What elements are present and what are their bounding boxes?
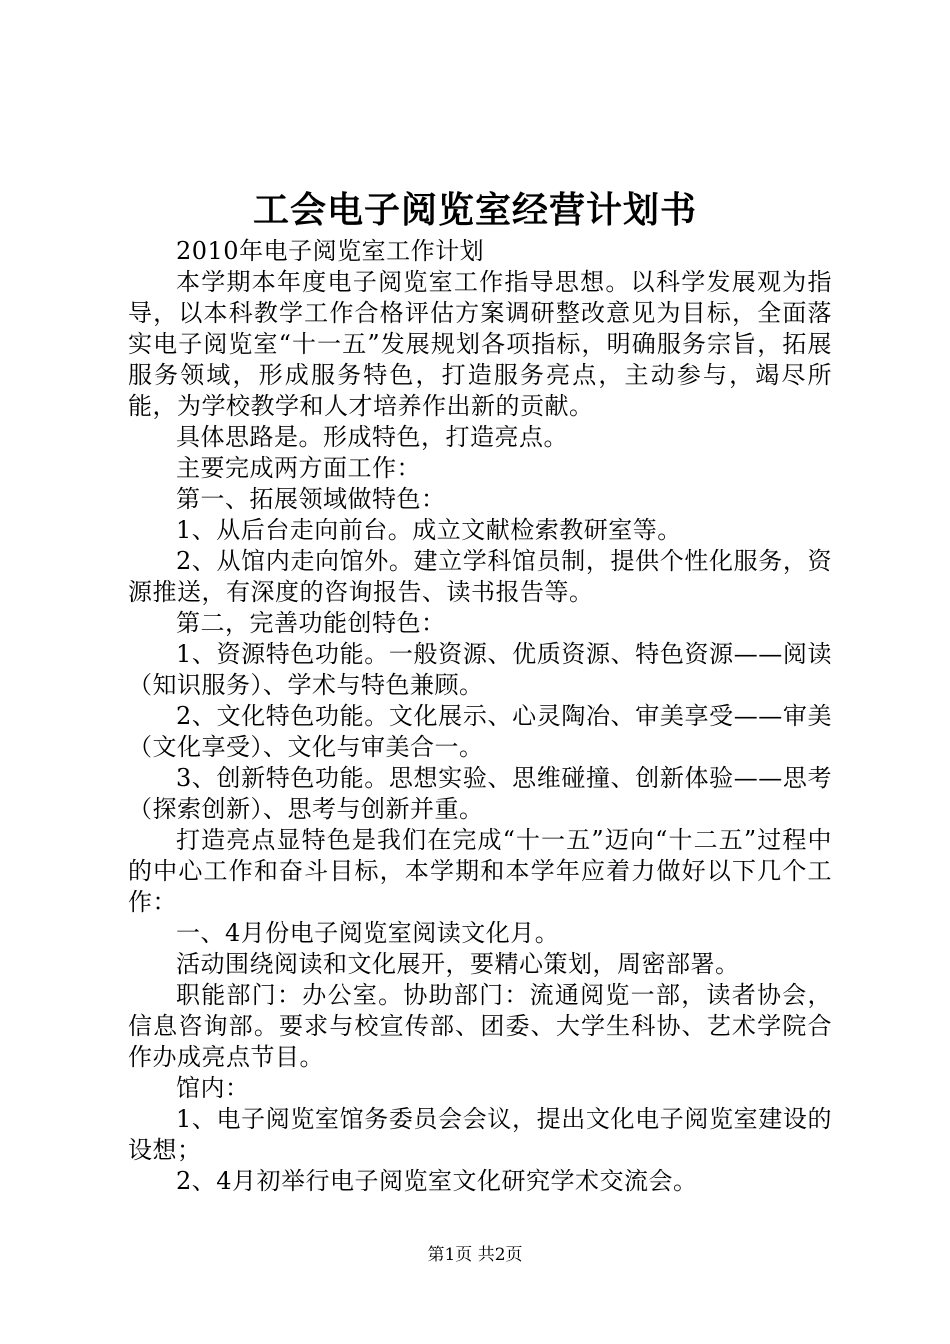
paragraph: 馆内： — [176, 1074, 250, 1102]
paragraph: 打造亮点显特色是我们在完成“十一五”迈向“十二五”过程中的中心工作和奋斗目标，本学期和本学年应着力做好以下几个工作： — [128, 826, 832, 916]
paragraph: 2010年电子阅览室工作计划 — [176, 237, 485, 265]
document-body — [128, 236, 832, 1197]
paragraph: 3、创新特色功能。思想实验、思维碰撞、创新体验——思考（探索创新）、思考与创新并重。 — [128, 764, 832, 823]
paragraph: 2、4月初举行电子阅览室文化研究学术交流会。 — [176, 1167, 698, 1195]
paragraph: 一、4月份电子阅览室阅读文化月。 — [176, 919, 560, 947]
page-footer: 第1页 共2页 — [427, 1245, 523, 1265]
paragraph: 2、从馆内走向馆外。建立学科馆员制，提供个性化服务，资源推送，有深度的咨询报告、读书报告等。 — [128, 547, 832, 606]
paragraph: 第一、拓展领域做特色： — [176, 485, 446, 513]
paragraph: 2、文化特色功能。文化展示、心灵陶冶、审美享受——审美（文化享受）、文化与审美合一。 — [128, 702, 832, 761]
document-title: 工会电子阅览室经营计划书 — [252, 189, 697, 231]
paragraph: 主要完成两方面工作： — [176, 454, 421, 482]
paragraph: 1、资源特色功能。一般资源、优质资源、特色资源——阅读（知识服务）、学术与特色兼顾。 — [128, 640, 832, 699]
paragraph: 本学期本年度电子阅览室工作指导思想。以科学发展观为指导，以本科教学工作合格评估方案调研整改意见为目标，全面落实电子阅览室“十一五”发展规划各项指标，明确服务宗旨，拓展服务领域，形成服务特色，打造服务亮点，主动参与，竭尽所能，为学校教学和人才培养作出新的贡献。 — [128, 268, 832, 420]
paragraph: 1、电子阅览室馆务委员会会议，提出文化电子阅览室建设的设想； — [128, 1105, 832, 1164]
paragraph: 具体思路是。形成特色，打造亮点。 — [176, 423, 568, 451]
paragraph: 第二，完善功能创特色： — [176, 609, 446, 637]
paragraph: 1、从后台走向前台。成立文献检索教研室等。 — [176, 516, 682, 544]
paragraph: 活动围绕阅读和文化展开，要精心策划，周密部署。 — [176, 950, 740, 978]
paragraph: 职能部门：办公室。协助部门：流通阅览一部，读者协会，信息咨询部。要求与校宣传部、团委、大学生科协、艺术学院合作办成亮点节目。 — [128, 981, 832, 1071]
